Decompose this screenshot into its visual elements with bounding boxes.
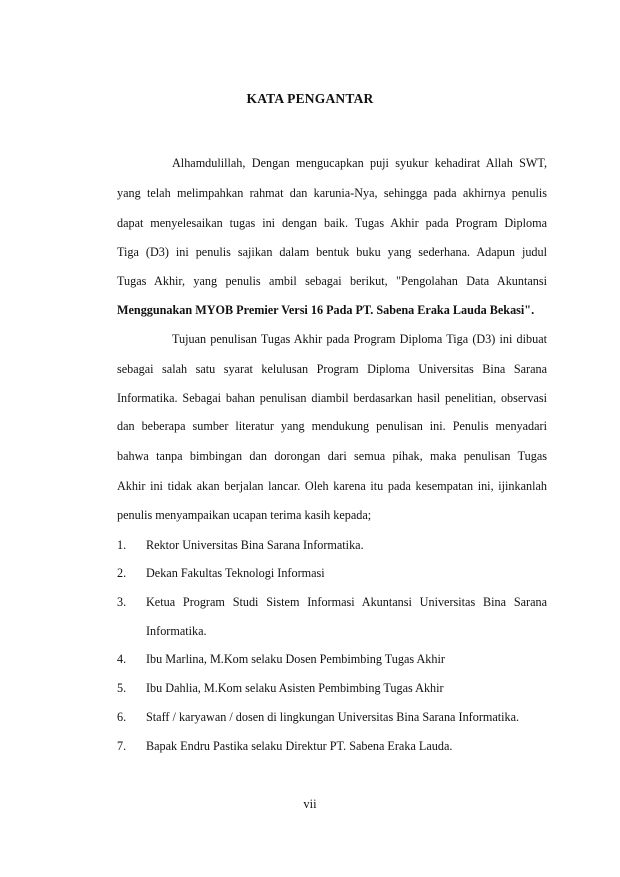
paragraph-1-line-6: Menggunakan MYOB Premier Versi 16 Pada PT. Sabena Eraka Lauda Bekasi". [117, 303, 535, 317]
paragraph-1-line-3: dapat menyelesaikan tugas ini dengan baik. Tugas Akhir pada Program Diploma [117, 216, 547, 230]
list-item-number: 4. [117, 652, 127, 666]
page-number: vii [303, 797, 317, 811]
list-item-number: 3. [117, 595, 127, 609]
list-item-text: Ketua Program Studi Sistem Informasi Akuntansi Universitas Bina Sarana [146, 595, 547, 609]
list-item-number: 6. [117, 710, 127, 724]
list-item-text: Rektor Universitas Bina Sarana Informatika. [146, 538, 364, 552]
paragraph-2-line-2: sebagai salah satu syarat kelulusan Program Diploma Universitas Bina Sarana [117, 362, 547, 376]
paragraph-2-line-3: Informatika. Sebagai bahan penulisan diambil berdasarkan hasil penelitian, observasi [117, 391, 547, 405]
list-item-number: 7. [117, 739, 127, 753]
list-item-text: Ibu Marlina, M.Kom selaku Dosen Pembimbing Tugas Akhir [146, 652, 445, 666]
list-item-number: 1. [117, 538, 127, 552]
paragraph-2-line-5: bahwa tanpa bimbingan dan dorongan dari semua pihak, maka penulisan Tugas [117, 449, 547, 463]
paragraph-1-line-4: Tiga (D3) ini penulis sajikan dalam bentuk buku yang sederhana. Adapun judul [117, 245, 547, 259]
paragraph-1-line-1: Alhamdulillah, Dengan mengucapkan puji syukur kehadirat Allah SWT, [172, 156, 547, 170]
list-item-text: Dekan Fakultas Teknologi Informasi [146, 566, 325, 580]
paragraph-2-line-4: dan beberapa sumber literatur yang mendukung penulisan ini. Penulis menyadari [117, 419, 547, 433]
page-title: KATA PENGANTAR [246, 91, 374, 106]
paragraph-2-line-1: Tujuan penulisan Tugas Akhir pada Program Diploma Tiga (D3) ini dibuat [172, 332, 547, 346]
paragraph-1-line-2: yang telah melimpahkan rahmat dan karunia-Nya, sehingga pada akhirnya penulis [117, 186, 547, 200]
list-item-number: 5. [117, 681, 127, 695]
paragraph-2-line-7: penulis menyampaikan ucapan terima kasih kepada; [117, 508, 372, 522]
list-item-continuation: Informatika. [146, 624, 207, 638]
paragraph-1-line-5: Tugas Akhir, yang penulis ambil sebagai berikut, "Pengolahan Data Akuntansi [117, 274, 547, 288]
list-item-text: Staff / karyawan / dosen di lingkungan Universitas Bina Sarana Informatika. [146, 710, 520, 724]
paragraph-2-line-6: Akhir ini tidak akan berjalan lancar. Oleh karena itu pada kesempatan ini, ijinkanlah [117, 479, 547, 493]
list-item-text: Bapak Endru Pastika selaku Direktur PT. Sabena Eraka Lauda. [146, 739, 453, 753]
list-item-text: Ibu Dahlia, M.Kom selaku Asisten Pembimbing Tugas Akhir [146, 681, 444, 695]
list-item-number: 2. [117, 566, 127, 580]
